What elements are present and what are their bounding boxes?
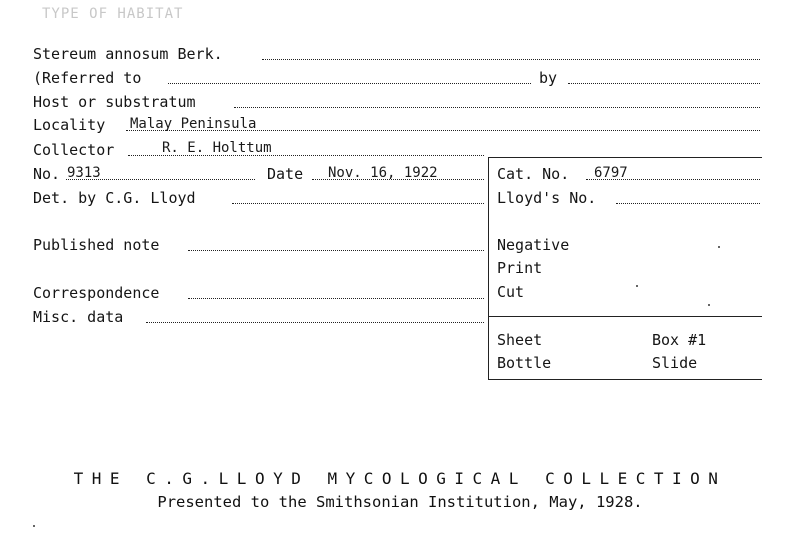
lloyds-number-line (616, 203, 760, 204)
print-label: Print (497, 259, 543, 277)
determined-by-label: Det. by C.G. Lloyd (33, 189, 196, 207)
sheet-label: Sheet (497, 331, 543, 349)
box-label: Box #1 (652, 331, 707, 349)
scan-speck (718, 246, 720, 248)
by-label: by (539, 69, 558, 87)
slide-label: Slide (652, 354, 698, 372)
catalog-number-label: Cat. No. (497, 165, 570, 183)
referred-to-line (168, 83, 531, 84)
host-line (234, 107, 760, 108)
correspondence-label: Correspondence (33, 284, 160, 302)
number-label: No. (33, 165, 61, 183)
catalog-number-value: 6797 (594, 165, 628, 181)
collector-label: Collector (33, 141, 115, 159)
misc-data-line (146, 322, 484, 323)
catalog-box-left-rule (488, 157, 489, 379)
catalog-number-line (586, 179, 760, 180)
by-line (568, 83, 760, 84)
correspondence-line (188, 298, 484, 299)
published-note-label: Published note (33, 236, 160, 254)
faint-header-stamp: TYPE OF HABITAT (42, 6, 184, 22)
species-name-line (262, 59, 760, 60)
date-line (312, 179, 484, 180)
referred-to-label: (Referred to (33, 69, 142, 87)
species-name: Stereum annosum Berk. (33, 45, 223, 63)
collection-title: THE C.G.LLOYD MYCOLOGICAL COLLECTION (73, 469, 727, 488)
date-value: Nov. 16, 1922 (328, 165, 438, 181)
locality-value: Malay Peninsula (130, 116, 257, 132)
locality-line (126, 130, 760, 131)
number-line (66, 179, 255, 180)
date-label: Date (267, 165, 304, 183)
collector-line (128, 155, 484, 156)
catalog-box-top-rule (488, 157, 762, 158)
scan-speck (636, 285, 638, 287)
catalog-box-divider (488, 316, 762, 317)
catalog-box-bottom-rule (488, 379, 762, 380)
lloyds-number-label: Lloyd's No. (497, 189, 597, 207)
determined-by-line (232, 203, 484, 204)
published-note-line (188, 250, 484, 251)
negative-label: Negative (497, 236, 570, 254)
presented-note: Presented to the Smithsonian Institution, May, 1928. (157, 493, 643, 511)
locality-label: Locality (33, 116, 106, 134)
scan-speck (33, 525, 35, 527)
host-label: Host or substratum (33, 93, 196, 111)
cut-label: Cut (497, 283, 525, 301)
misc-data-label: Misc. data (33, 308, 124, 326)
bottle-label: Bottle (497, 354, 552, 372)
collector-value: R. E. Holttum (162, 140, 272, 156)
number-value: 9313 (67, 165, 101, 181)
scan-speck (708, 304, 710, 306)
